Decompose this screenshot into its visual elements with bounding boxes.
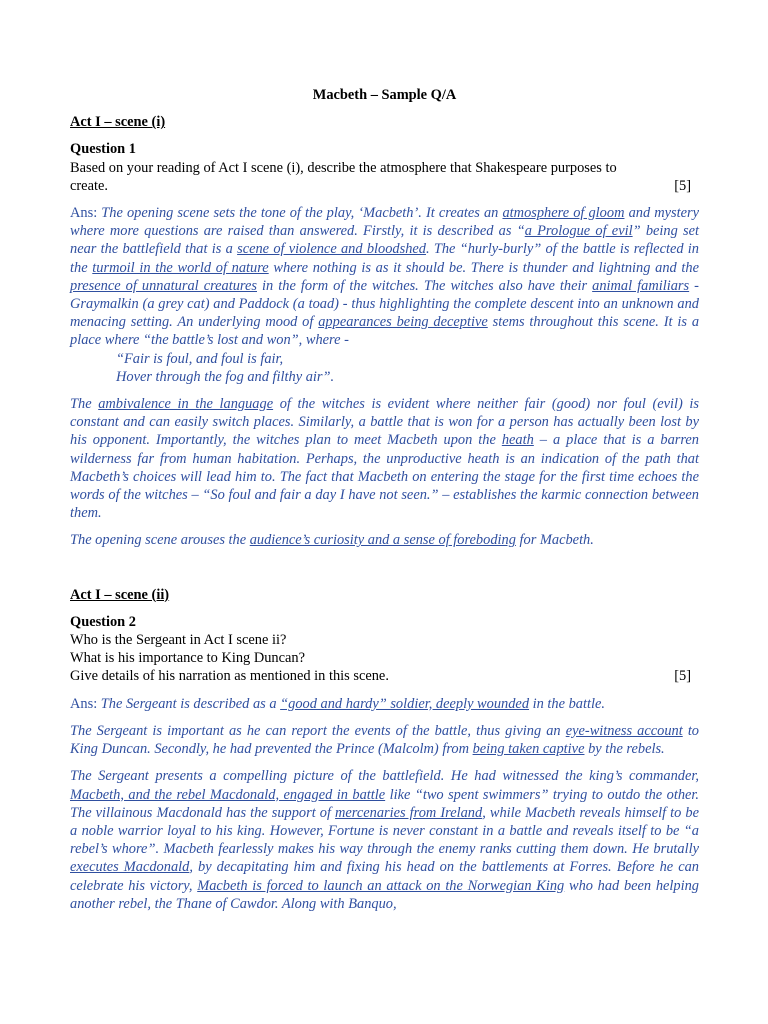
highlighted-phrase: Macbeth is forced to launch an attack on the Norwegian King [197,877,565,894]
text-run: - Graymalkin (a grey cat) and Paddock (a toad) - thus highlighting the complete descent into an unknown and menacing setting. An underlying mood of [70,277,699,331]
highlighted-phrase: a Prologue of evil [524,223,633,240]
text-run: and mystery where more questions are raised than answered. Firstly, it is described as “ [70,205,699,240]
quote-line-2: Hover through the fog and filthy air”. [116,368,335,385]
highlighted-phrase: audience’s curiosity and a sense of foreboding [249,532,516,549]
text-run: . The “hurly-burly” of the battle is reflected in the [70,241,700,276]
answer-2-paragraph-3 [70,767,699,913]
highlighted-phrase: appearances being deceptive [318,314,488,331]
question-1-text-line2 [70,177,699,195]
highlighted-phrase: eye-witness account [565,722,683,739]
text-run: – a place that is a barren wilderness far from human habitation. Perhaps, the unproductive heath is an indication of the path that Macbeth’s choices will lead him to. The fact that Macbeth on entering the stage for the first time echoes the words of the witches – “So foul and fair a day I have not seen.” – establishes the karmic connection between them. [70,432,700,522]
answer-2-paragraph-2 [70,722,699,758]
question-1-text-line1: Based on your reading of Act I scene (i), describe the atmosphere that Shakespeare purposes to [70,159,617,176]
answer-2-label: Ans: [70,695,101,712]
text-run: stems throughout this scene. It is a place where “the battle’s lost and won”, where - [70,314,700,349]
highlighted-phrase: mercenaries from Ireland [335,804,483,821]
quote-line-1: “Fair is foul, and foul is fair, [116,350,284,367]
question-2-text-line2: What is his importance to King Duncan? [70,650,305,667]
text-run: , while Macbeth reveals himself to be a noble warrior loyal to his king. However, Fortune is never constant in a battle and reveals itself to be “a rebel’s whore”. Macbeth fearlessly makes his way through the enemy ranks cutting them down. He brutally [70,804,700,858]
question-2-label: Question 2 [70,613,136,630]
text-run: of the witches is evident where neither fair (good) nor foul (evil) is constant and can easily switch places. Similarly, a battle that is won for a person has actually been lost by his opponent. Importantly, the witches plan to meet Macbeth upon the [70,396,700,449]
answer-2-text [101,696,605,712]
text-run: The Sergeant is important as he can report the events of the battle, thus giving an [70,722,566,739]
text-run: The opening scene sets the tone of the play, ‘Macbeth’. It creates an [101,205,503,222]
highlighted-phrase: turmoil in the world of nature [92,259,269,276]
highlighted-phrase: “good and hardy” soldier, deeply wounded [280,695,530,712]
answer-1-label: Ans: [70,205,102,222]
question-2-text-line1: Who is the Sergeant in Act I scene ii? [70,632,287,649]
answer-2-paragraph-1 [70,695,699,713]
question-2-marks: [5] [674,668,691,685]
answer-1-text [70,205,699,348]
text-run: to King Duncan. Secondly, he had prevented the Prince (Malcolm) from [70,722,700,758]
text-run: The opening scene arouses the [70,532,250,549]
answer-1-paragraph-3 [70,531,699,549]
highlighted-phrase: executes Macdonald [70,859,190,876]
section-heading-act1-scene2: Act I – scene (ii) [70,586,170,603]
text-run: like “two spent swimmers” trying to outdo the other. The villainous Macdonald has the support of [70,786,700,821]
document-page [70,86,699,913]
text-run: who had been helping another rebel, the Thane of Cawdor. Along with Banquo, [70,877,699,912]
text-run: where nothing is as it should be. There is thunder and lightning and the [268,259,699,276]
highlighted-phrase: atmosphere of gloom [502,205,625,222]
highlighted-phrase: ambivalence in the language [98,396,274,413]
text-run: The [70,396,99,413]
highlighted-phrase: animal familiars [592,277,690,294]
question-1-marks: [5] [674,177,691,194]
text-run: by the rebels. [584,741,665,758]
question-1-text-end: create. [70,177,108,194]
answer-1-paragraph-2 [70,395,699,522]
document-title: Macbeth – Sample Q/A [312,87,457,103]
highlighted-phrase: Macbeth, and the rebel Macdonald, engaged in battle [70,786,386,803]
text-run: in the form of the witches. The witches also have their [257,277,593,294]
text-run: in the battle. [529,695,605,712]
highlighted-phrase: heath [501,432,534,449]
question-2-text-end: Give details of his narration as mentioned in this scene. [70,668,389,685]
answer-1-paragraph-1 [70,204,699,350]
text-run: The Sergeant is described as a [100,695,281,712]
text-run: The Sergeant presents a compelling picture of the battlefield. He had witnessed the king’s commander, [70,768,699,785]
text-run: ” being set near the battlefield that is a [70,223,700,258]
section-heading-act1-scene1: Act I – scene (i) [70,114,166,131]
highlighted-phrase: presence of unnatural creatures [70,277,257,294]
text-run: for Macbeth. [515,532,594,549]
text-run: , by decapitating him and fixing his head on the battlements at Forres. Before he can celebrate his victory, [70,859,700,894]
highlighted-phrase: being taken captive [472,741,585,758]
question-2-text-line3 [70,667,699,685]
highlighted-phrase: scene of violence and bloodshed [237,241,426,258]
question-1-label: Question 1 [70,141,136,158]
